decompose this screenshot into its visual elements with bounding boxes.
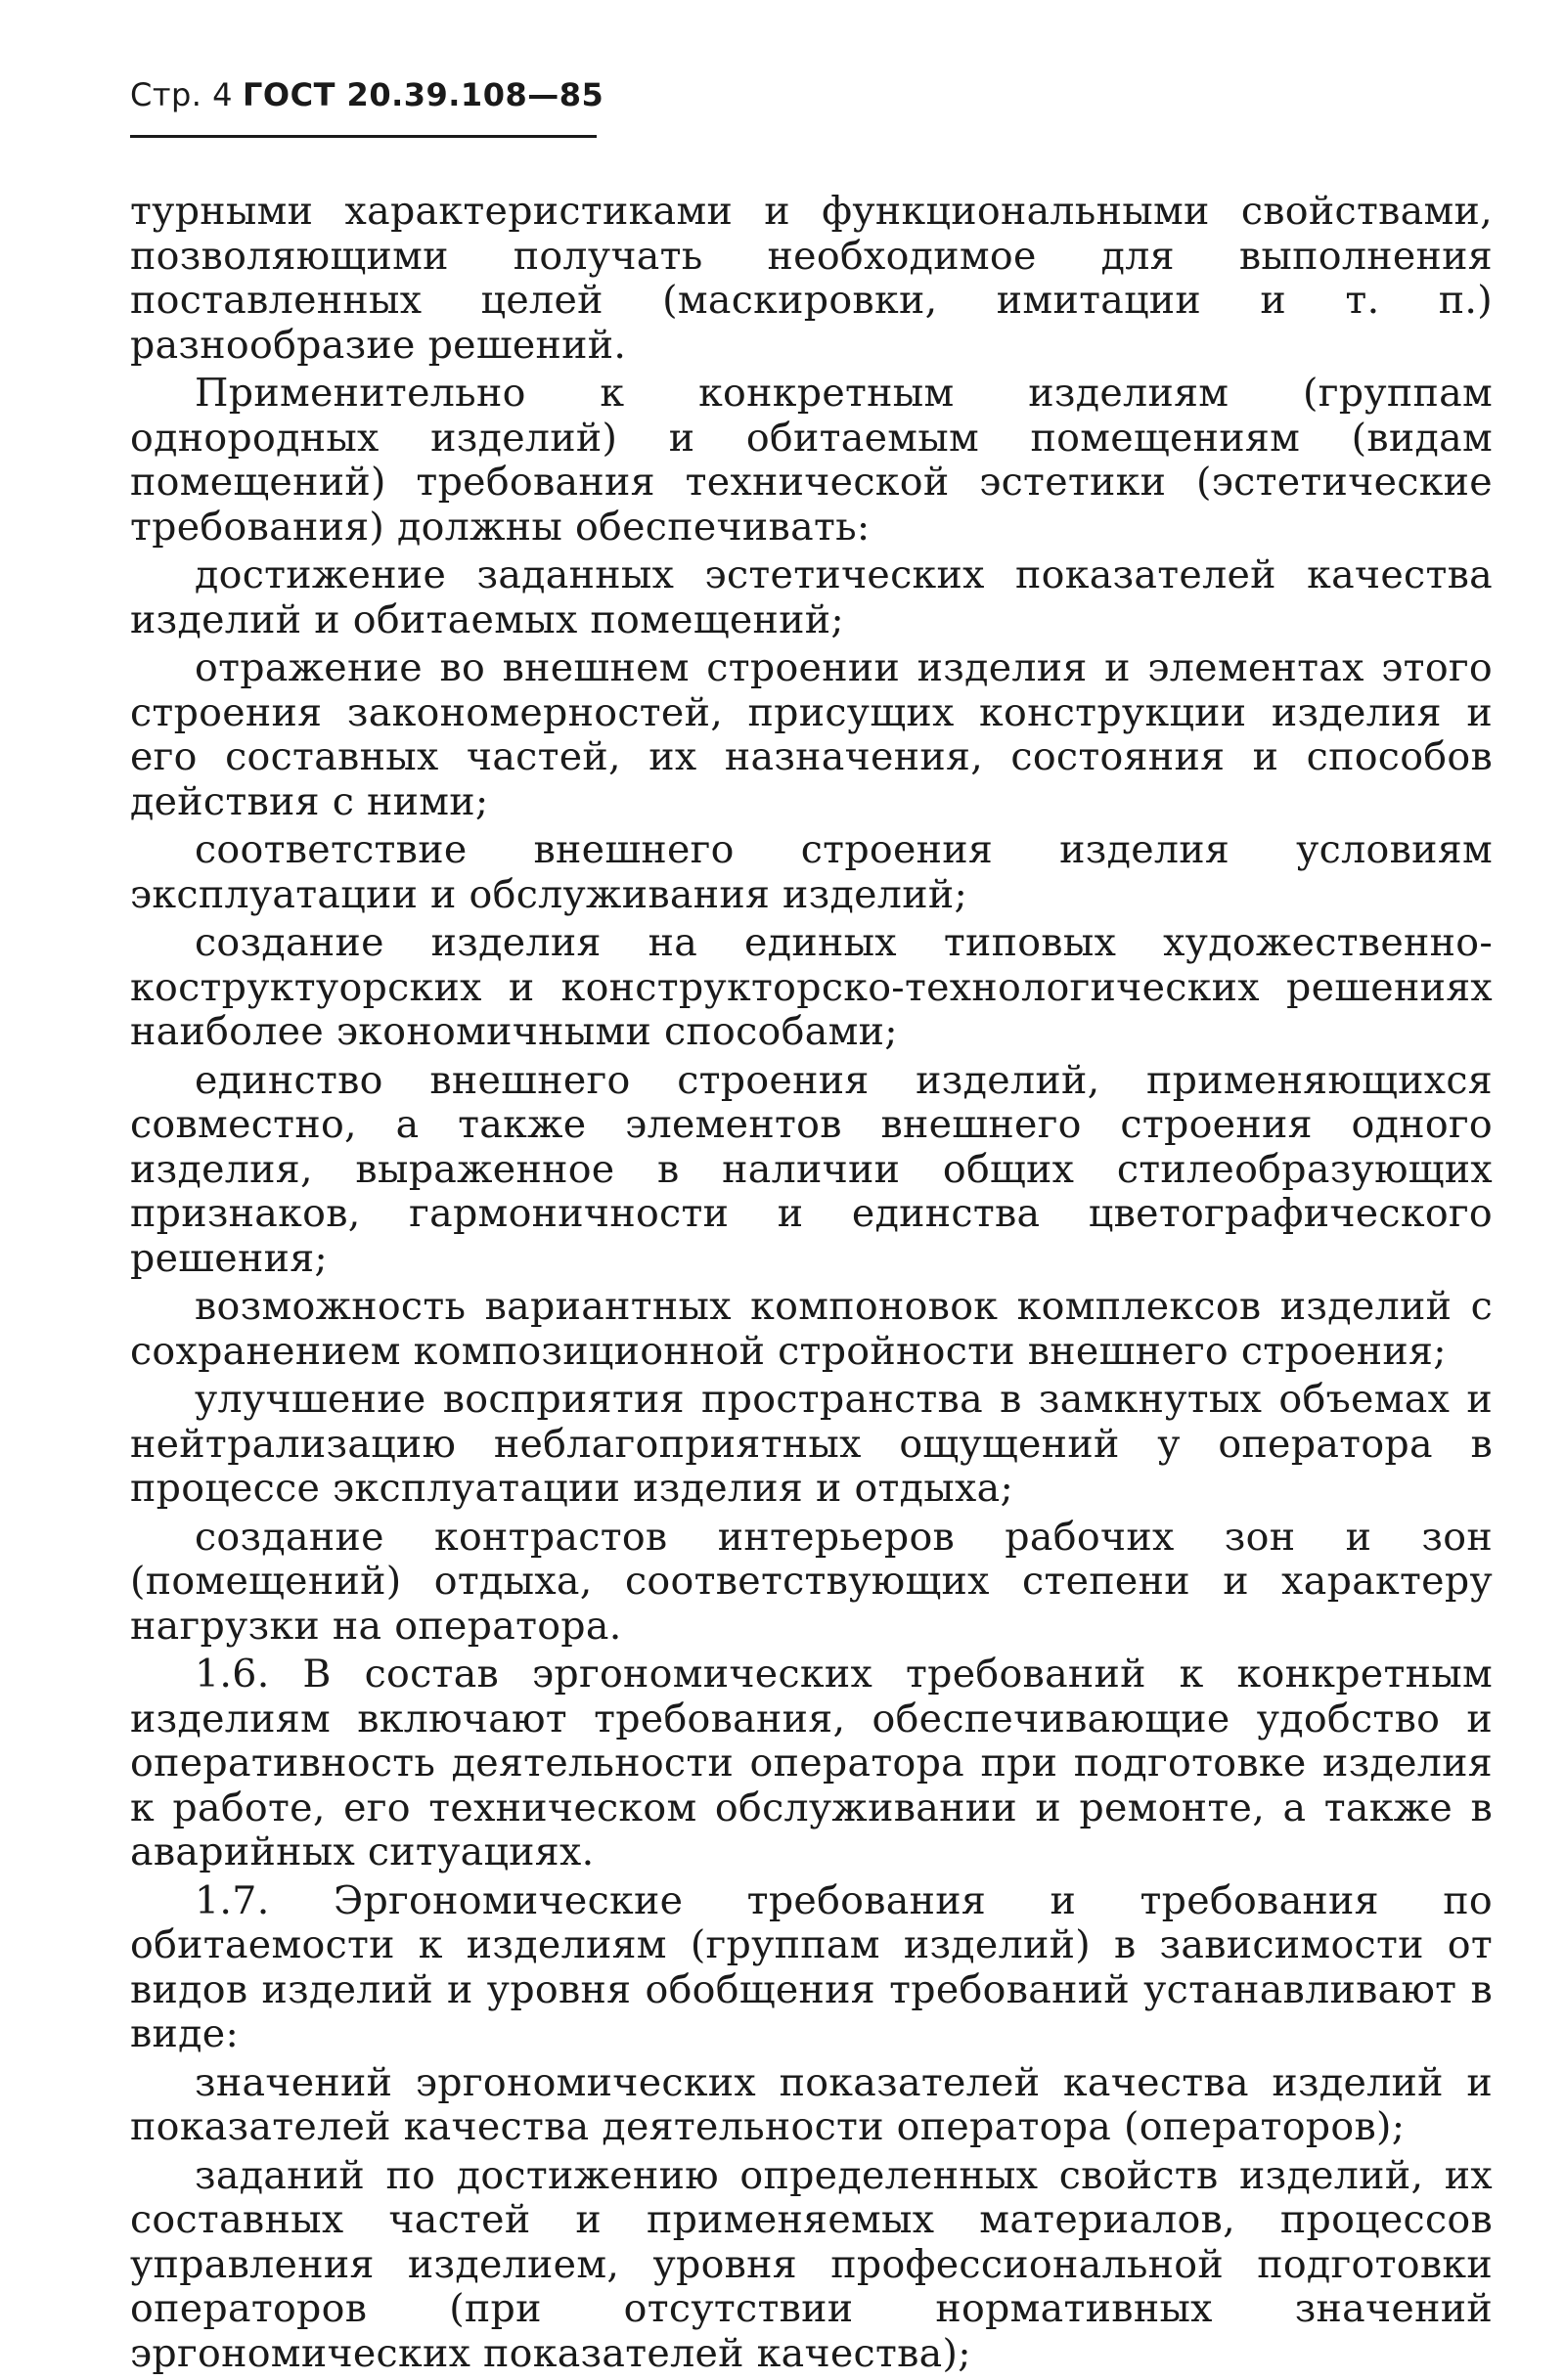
body-text [130,190,1493,2380]
list-item: значений эргономических показателей качества изделий и показателей качества деятельности оператора (операторов); [130,2059,1493,2149]
list-item: создание контрастов интерьеров рабочих зон и зон (помещений) отдыха, соответствующих степени и характеру нагрузки на оператора. [130,1514,1493,1649]
list-item: достижение заданных эстетических показателей качества изделий и обитаемых помещений; [130,552,1493,642]
list-item: отражение во внешнем строении изделия и элементах этого строения закономерностей, присущих конструкции изделия и его составных частей, их назначения, состояния и способов действия с ними; [130,645,1493,824]
standard-code: ГОСТ 20.39.108—85 [243,76,604,113]
list-item: создание изделия на единых типовых художественно-коструктуорских и конструкторско-технологических решениях наиболее экономичными способами; [130,920,1493,1054]
page-number: Стр. 4 [130,76,233,113]
list-item: единство внешнего строения изделий, применяющихся совместно, а также элементов внешнего строения одного изделия, выраженное в наличии общих стилеобразующих признаков, гармоничности и единства цветографического решения; [130,1057,1493,1281]
paragraph: турными характеристиками и функциональными свойствами, позволяющими получать необходимое для выполнения поставленных целей (маскировки, имитации и т. п.) разнообразие решений. [130,189,1493,368]
paragraph: Применительно к конкретным изделиям (группам однородных изделий) и обитаемым помещениям (видам помещений) требования технической эстетики (эстетические требования) должны обеспечивать: [130,371,1493,550]
list-item: возможность вариантных компоновок комплексов изделий с сохранением композиционной стройности внешнего строения; [130,1284,1493,1374]
list-item: соответствие внешнего строения изделия условиям эксплуатации и обслуживания изделий; [130,827,1493,917]
list-item: улучшение восприятия пространства в замкнутых объемах и нейтрализацию неблагоприятных ощущений у оператора в процессе эксплуатации изделия и отдыха; [130,1377,1493,1511]
list-item: заданий по достижению определенных свойств изделий, их составных частей и применяемых материалов, процессов управления изделием, уровня профессиональной подготовки операторов (при отсутствии нормативных значений эргономических показателей качества); [130,2152,1493,2376]
section-1-6: 1.6. В состав эргономических требований к конкретным изделиям включают требования, обеспечивающие удобство и оперативность деятельности оператора при подготовке изделия к работе, его техническом обслуживании и ремонте, а также в аварийных ситуациях. [130,1652,1493,1874]
page-header [130,76,604,113]
header-rule [130,135,597,138]
section-1-7: 1.7. Эргономические требования и требования по обитаемости к изделиям (группам изделий) в зависимости от видов изделий и уровня обобщения требований устанавливают в виде: [130,1877,1493,2056]
